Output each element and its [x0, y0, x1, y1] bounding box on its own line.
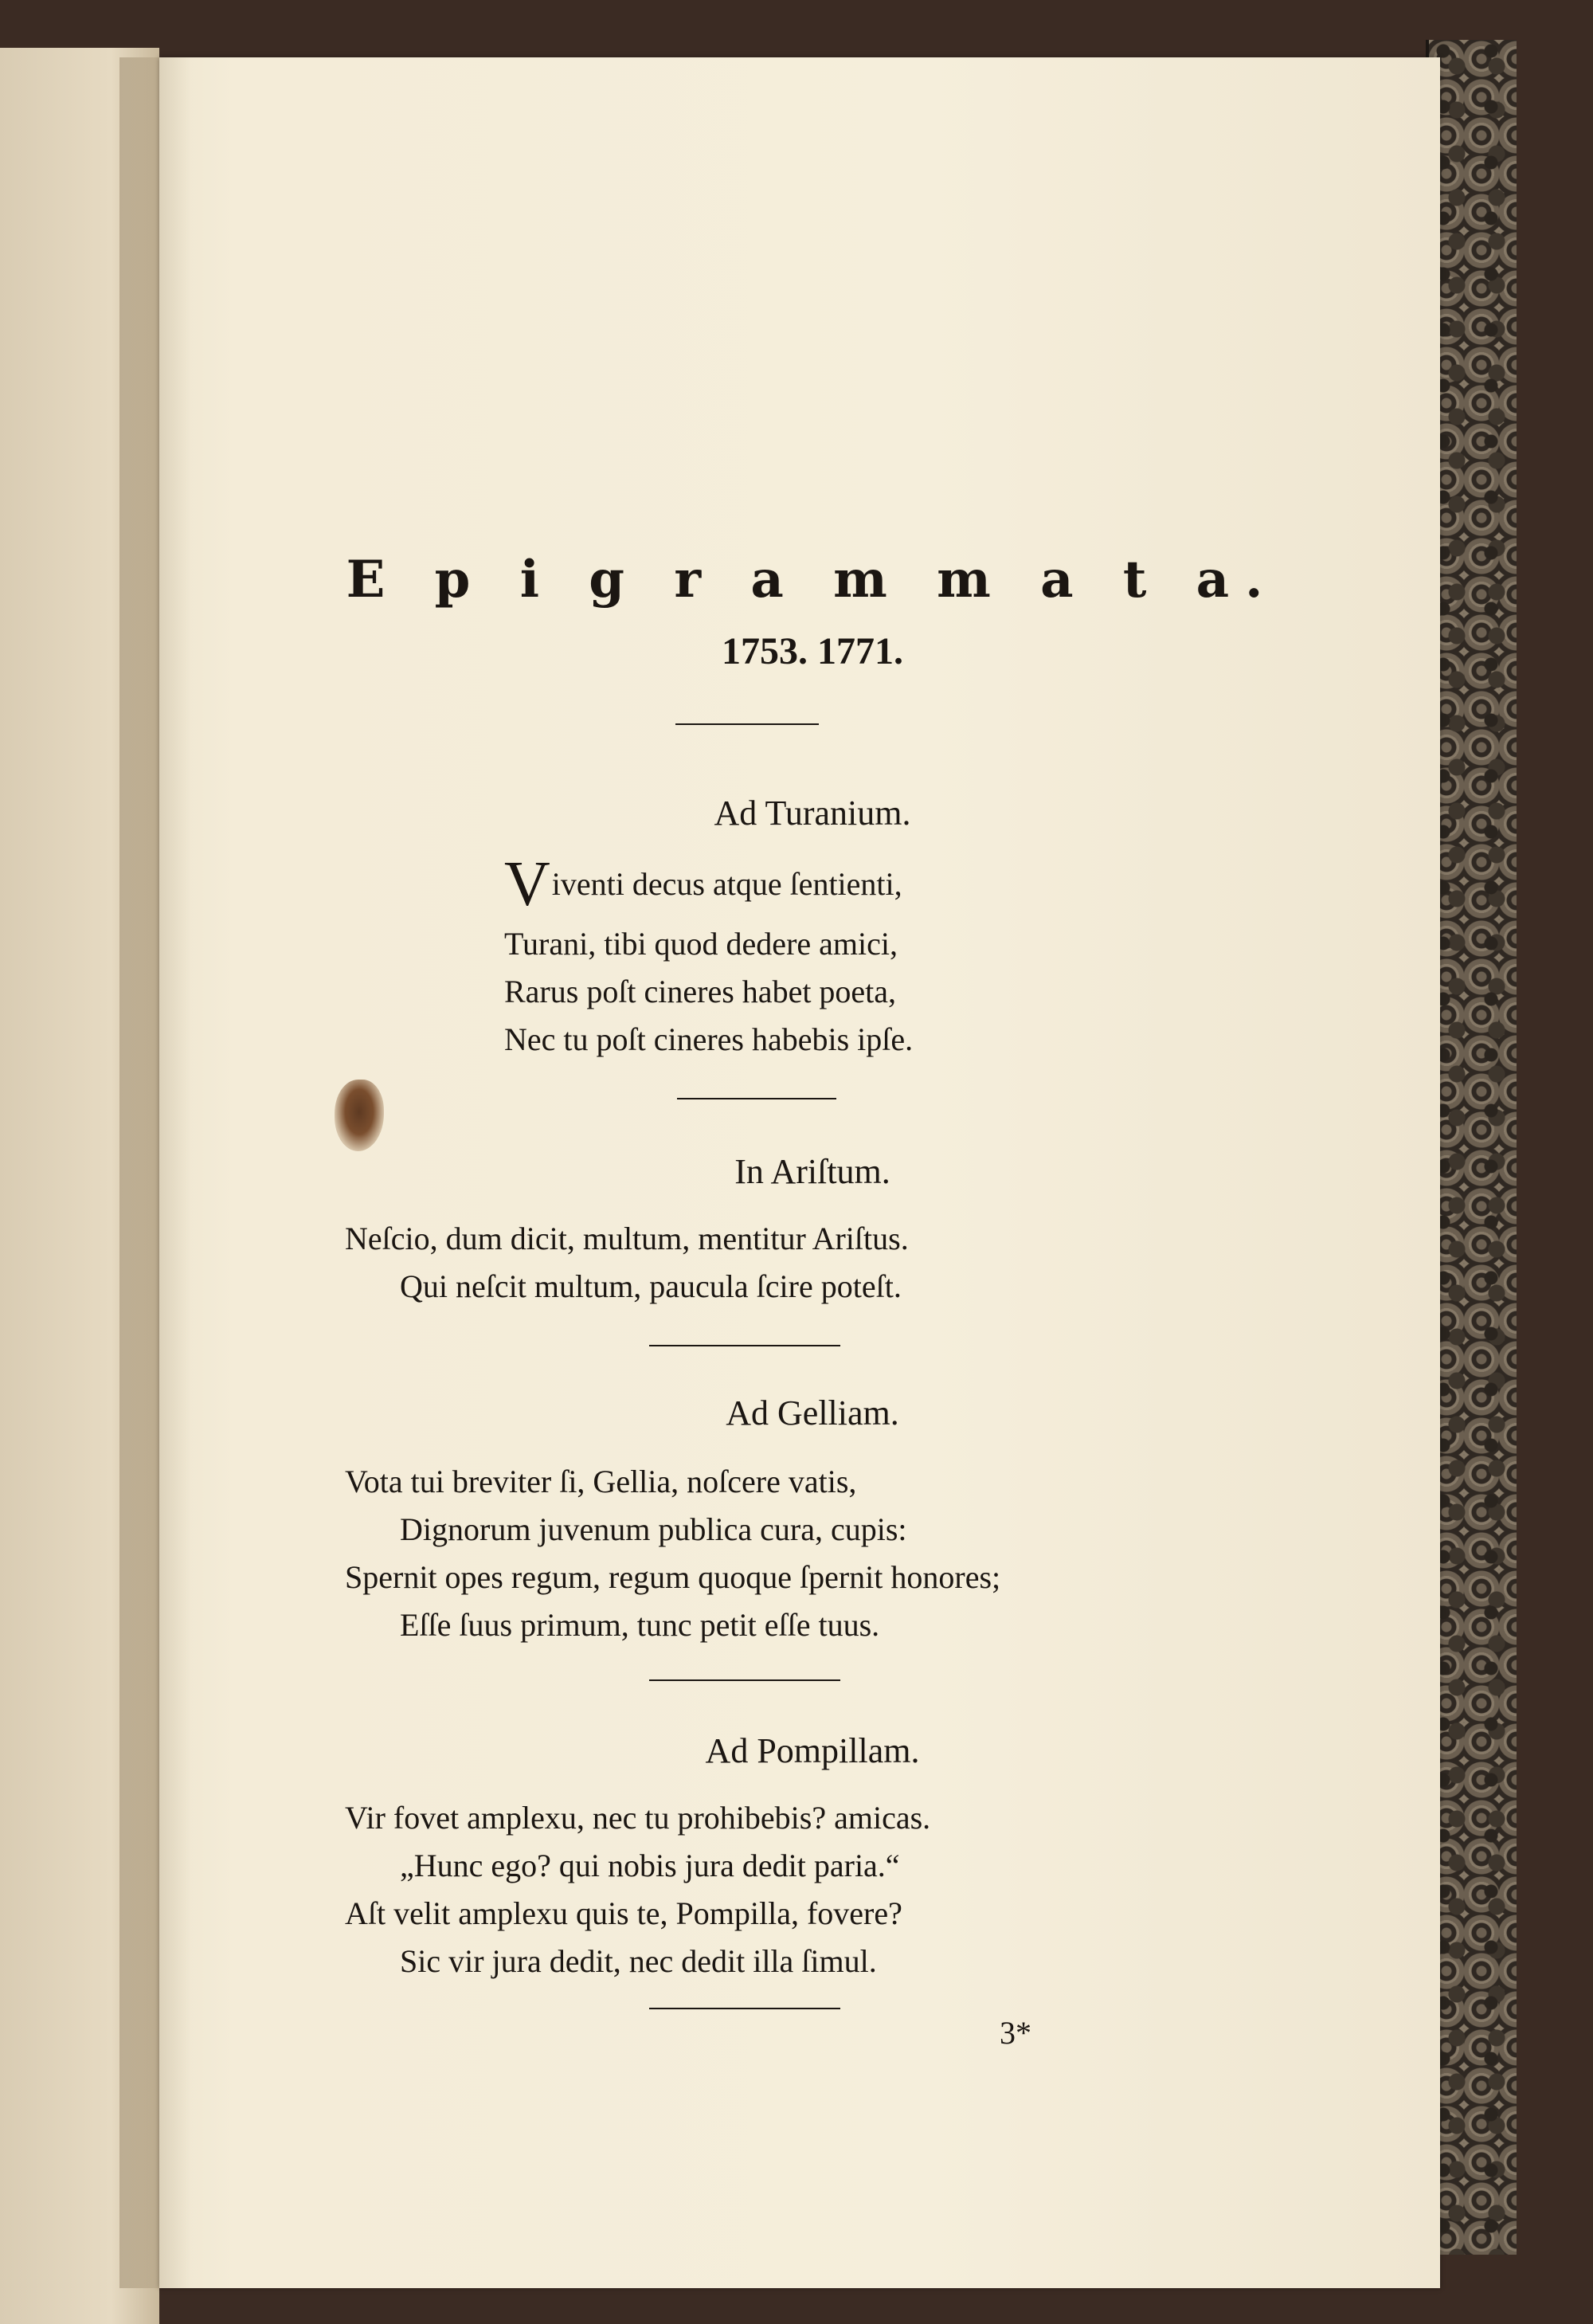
drop-cap: V — [504, 849, 550, 919]
poem-line: „Hunc ego? qui nobis jura dedit paria.“ — [400, 1848, 900, 1883]
page-title: E p i g r a m m a t a. — [346, 550, 1279, 609]
poem-heading: In Ariſtum. — [734, 1152, 890, 1191]
poem-line-text: iventi decus atque ſentienti, — [551, 866, 902, 902]
divider-rule — [649, 1679, 840, 1681]
divider-rule — [677, 1098, 836, 1099]
page-number: 3* — [1000, 2015, 1031, 2051]
poem-line: Turani, tibi quod dedere amici, — [504, 926, 898, 962]
poem-line: Spernit opes regum, regum quoque ſpernit honores; — [345, 1559, 1001, 1595]
poem-heading: Ad Turanium. — [714, 794, 911, 833]
divider-rule — [649, 1345, 840, 1346]
poem-line: Sic vir jura dedit, nec dedit illa ſimul. — [400, 1943, 877, 1979]
poem-line: Nec tu poſt cineres habebis ipſe. — [504, 1021, 914, 1057]
poem-line: Neſcio, dum dicit, multum, mentitur Ariſtus. — [345, 1221, 909, 1256]
poem-line: Eſſe ſuus primum, tunc petit eſſe tuus. — [400, 1607, 880, 1643]
poem-line: Dignorum juvenum publica cura, cupis: — [400, 1511, 907, 1547]
poem-line: Vir fovet amplexu, nec tu prohibebis? amicas. — [345, 1800, 931, 1836]
page-dates: 1753. 1771. — [722, 630, 903, 672]
poem-line — [504, 849, 902, 919]
poem-heading: Ad Pompillam. — [705, 1731, 920, 1770]
divider-rule — [649, 2008, 840, 2009]
poem-line: Rarus poſt cineres habet poeta, — [504, 974, 897, 1009]
divider-rule — [675, 723, 819, 725]
poem-heading: Ad Gelliam. — [726, 1393, 899, 1432]
poem-line: Aſt velit amplexu quis te, Pompilla, fovere? — [345, 1895, 902, 1931]
poem-line: Vota tui breviter ſi, Gellia, noſcere vatis, — [345, 1464, 857, 1499]
poem-line: Qui neſcit multum, paucula ſcire poteſt. — [400, 1268, 902, 1304]
